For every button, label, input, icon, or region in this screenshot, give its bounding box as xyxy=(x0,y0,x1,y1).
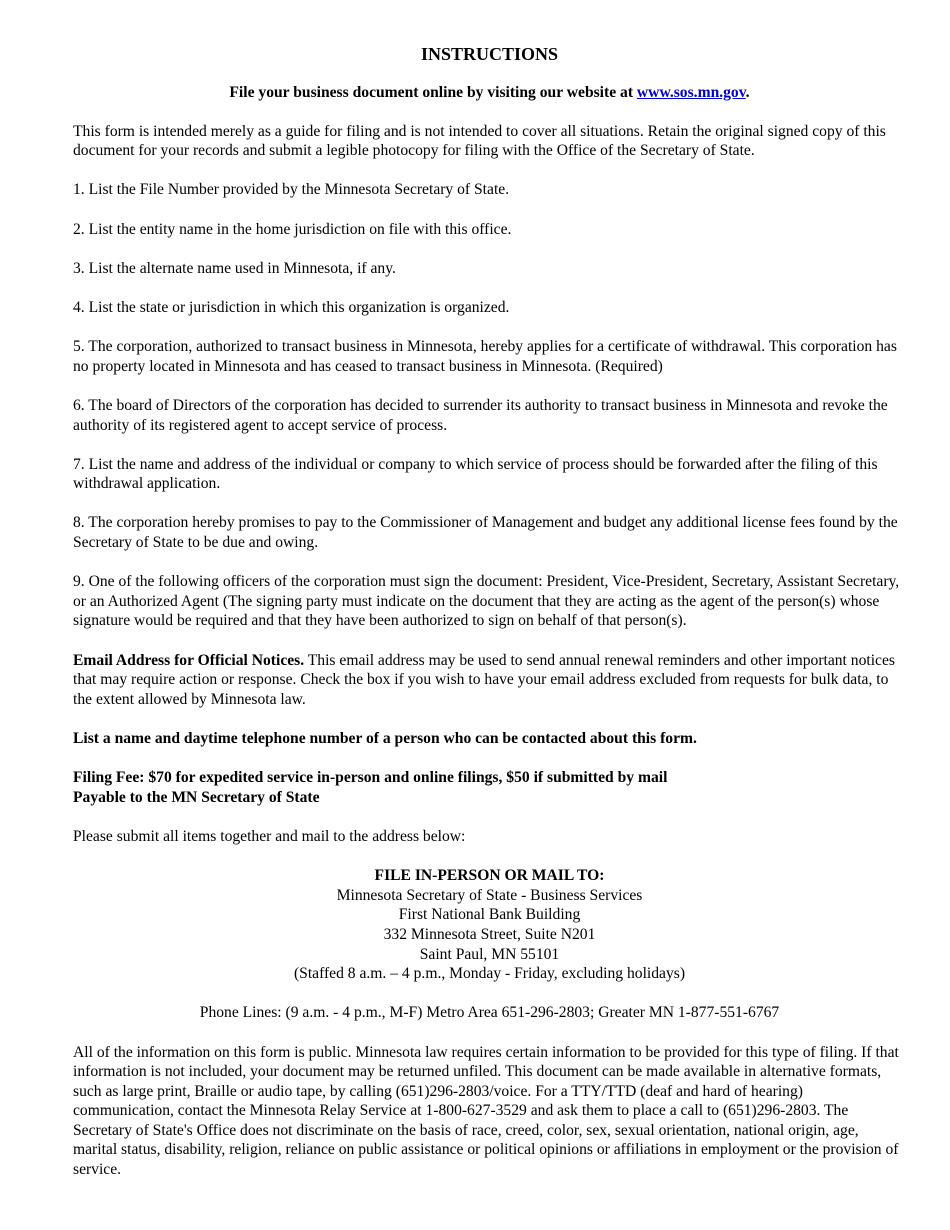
public-information-notice: All of the information on this form is public. Minnesota law requires certain information to be provided for this type of filing. If that information is not included, your document may be returned unfiled. This document can be made available in alternative formats, such as large print, Braille or audio tape, by calling (651)296-2803/voice. For a TTY/TTD (deaf and hard of hearing) communication, contact the Minnesota Relay Service at 1-800-627-3529 and ask them to place a call to (651)296-2803. The Secretary of State's Office does not discriminate on the basis of race, creed, color, sex, sexual orientation, national origin, age, marital status, disability, religion, reliance on public assistance or political opinions or affiliations in employment or the provision of service. xyxy=(73,1043,899,1179)
address-heading: FILE IN-PERSON OR MAIL TO: xyxy=(374,867,605,885)
contact-notice: List a name and daytime telephone number of a person who can be contacted about this form. xyxy=(73,730,697,747)
filing-fee-line: Filing Fee: $70 for expedited service in-person and online filings, $50 if submitted by mail xyxy=(73,769,668,787)
submit-instruction: Please submit all items together and mail to the address below: xyxy=(73,827,466,845)
instruction-item-7: 7. List the name and address of the individual or company to which service of process should be forwarded after the filing of this withdrawal application. xyxy=(73,455,878,493)
online-filing-prefix: File your business document online by visiting our website at xyxy=(229,84,637,101)
address-line-2: First National Bank Building xyxy=(398,906,581,924)
instruction-item-9: 9. One of the following officers of the corporation must sign the document: President, Vice-President, Secretary, Assistant Secretary, or an Authorized Agent (The signing party must indicate on the document that they are acting as the agent of the person(s) whose signature would be required and that they have been authorized to sign on behalf of that person(s). xyxy=(73,573,900,630)
instruction-item-4: 4. List the state or jurisdiction in which this organization is organized. xyxy=(73,298,510,316)
intro-paragraph: This form is intended merely as a guide for filing and is not intended to cover all situations. Retain the original signed copy of this document for your records and submit a legible photocopy for filing with the Office of the Secretary of State. xyxy=(73,122,886,160)
phone-lines: Phone Lines: (9 a.m. - 4 p.m., M-F) Metro Area 651-296-2803; Greater MN 1-877-551-6767 xyxy=(199,1004,780,1022)
payable-line: Payable to the MN Secretary of State xyxy=(73,788,320,806)
website-link[interactable]: www.sos.mn.gov xyxy=(636,84,746,101)
instruction-item-1: 1. List the File Number provided by the Minnesota Secretary of State. xyxy=(73,181,510,199)
email-notice-text: This email address may be used to send annual renewal reminders and other important notices that may require action or response. Check the box if you wish to have your email address excluded from requests for bulk data, to the extent allowed by Minnesota law. xyxy=(73,651,895,708)
online-filing-suffix: . xyxy=(745,84,750,101)
office-hours: (Staffed 8 a.m. – 4 p.m., Monday - Friday, excluding holidays) xyxy=(293,965,686,983)
address-line-3: 332 Minnesota Street, Suite N201 xyxy=(383,925,596,943)
mailing-address xyxy=(73,866,906,984)
instruction-item-6: 6. The board of Directors of the corporation has decided to surrender its authority to transact business in Minnesota and revoke the authority of its registered agent to accept service of process. xyxy=(73,396,888,434)
email-notice xyxy=(73,651,906,710)
instruction-item-5: 5. The corporation, authorized to transact business in Minnesota, hereby applies for a certificate of withdrawal. This corporation has no property located in Minnesota and has ceased to transact business in Minnesota. (Required) xyxy=(73,338,897,375)
instruction-item-8: 8. The corporation hereby promises to pay to the Commissioner of Management and budget any additional license fees found by the Secretary of State to be due and owing. xyxy=(73,514,898,552)
filing-fee xyxy=(73,768,906,807)
address-line-4: Saint Paul, MN 55101 xyxy=(419,945,560,963)
page-title: INSTRUCTIONS xyxy=(420,44,559,64)
instruction-item-2: 2. List the entity name in the home jurisdiction on file with this office. xyxy=(73,220,512,238)
instruction-item-3: 3. List the alternate name used in Minnesota, if any. xyxy=(73,259,396,277)
address-line-1: Minnesota Secretary of State - Business Services xyxy=(336,886,643,904)
email-notice-label: Email Address for Official Notices. xyxy=(73,651,305,669)
online-filing-notice xyxy=(73,83,906,103)
